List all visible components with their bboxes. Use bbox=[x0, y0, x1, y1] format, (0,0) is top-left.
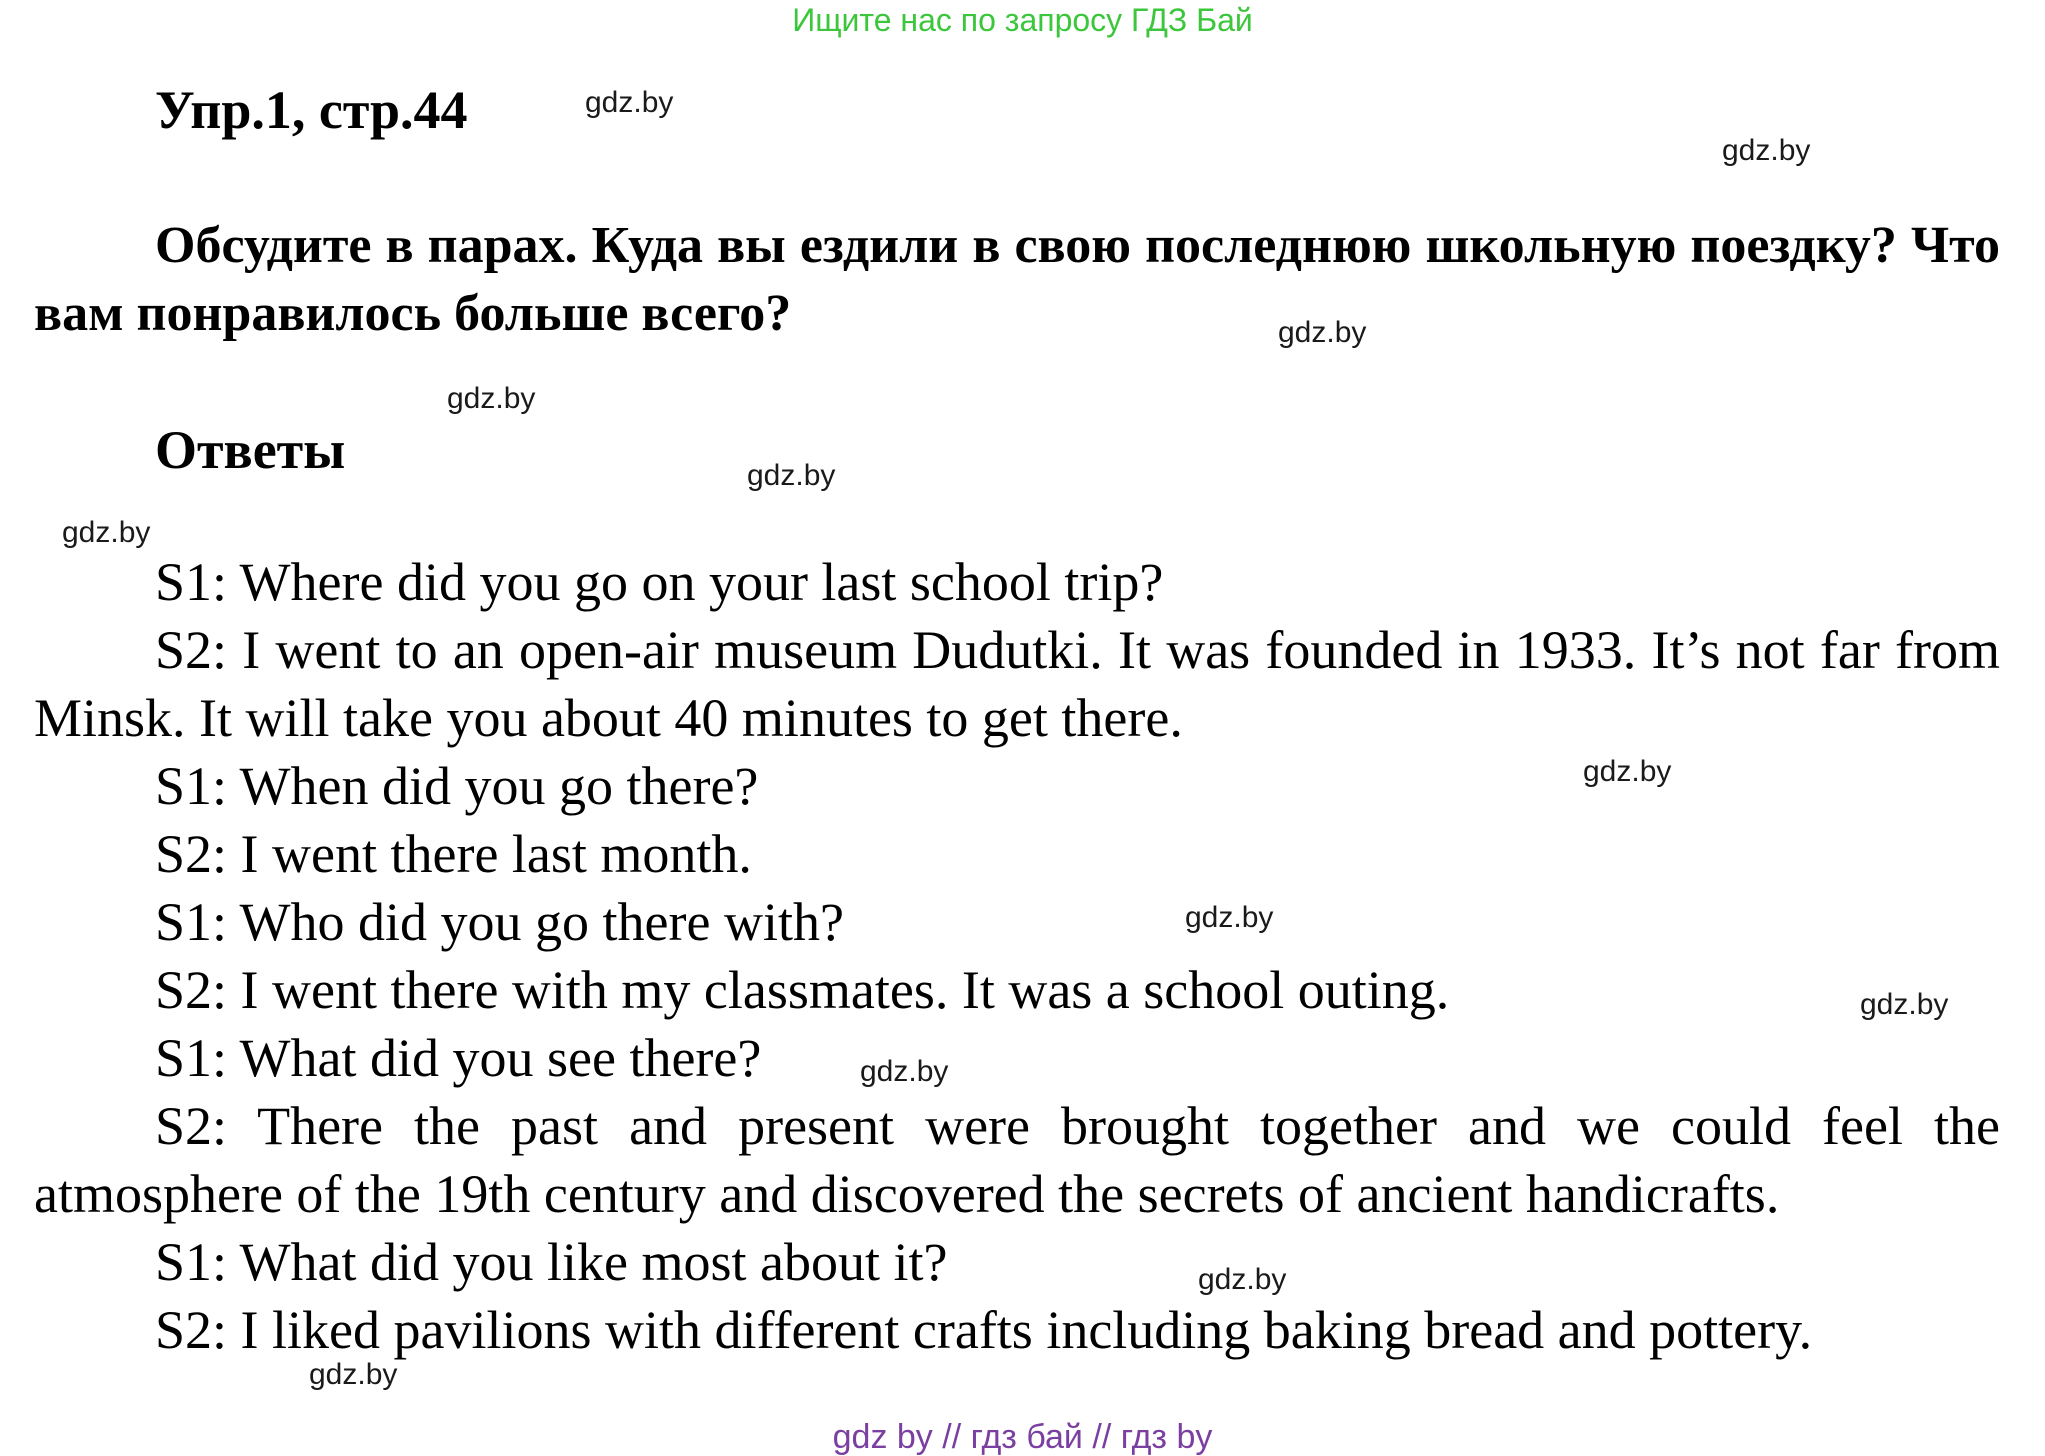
watermark: gdz.by bbox=[62, 516, 151, 549]
watermark: gdz.by bbox=[1185, 901, 1274, 934]
watermark: gdz.by bbox=[585, 86, 674, 119]
dialogue bbox=[34, 548, 2000, 1364]
watermark: gdz.by bbox=[447, 382, 536, 415]
watermark: gdz.by bbox=[1722, 134, 1811, 167]
answers-heading: Ответы bbox=[155, 420, 346, 480]
dialogue-line: S2: I went there last month. bbox=[155, 824, 752, 884]
dialogue-line: S1: When did you go there? bbox=[155, 756, 759, 816]
top-banner: Ищите нас по запросу ГДЗ Бай bbox=[792, 2, 1253, 38]
dialogue-line: S2: There the past and present were brought together and we could feel the atmosphere of the 19th century and discovered the secrets of ancient handicrafts. bbox=[34, 1096, 2000, 1224]
watermark: gdz.by bbox=[1583, 755, 1672, 788]
dialogue-line: S1: Who did you go there with? bbox=[155, 892, 844, 952]
watermark: gdz.by bbox=[860, 1055, 949, 1088]
dialogue-line: S1: What did you like most about it? bbox=[155, 1232, 948, 1292]
watermark: gdz.by bbox=[1860, 988, 1949, 1021]
dialogue-line: S2: I liked pavilions with different crafts including baking bread and pottery. bbox=[155, 1300, 1813, 1360]
footer-watermark: gdz by // гдз бай // гдз by bbox=[832, 1418, 1213, 1456]
dialogue-line: S2: I went there with my classmates. It was a school outing. bbox=[155, 960, 1450, 1020]
watermark: gdz.by bbox=[1198, 1263, 1287, 1296]
dialogue-line: S1: Where did you go on your last school trip? bbox=[155, 552, 1164, 612]
dialogue-line: S2: I went to an open-air museum Dudutki. It was founded in 1933. It’s not far from Minsk. It will take you about 40 minutes to get there. bbox=[34, 620, 2000, 748]
task-text: Обсудите в парах. Куда вы ездили в свою последнюю школьную поездку? Что вам понравилось больше всего? bbox=[34, 217, 2000, 342]
dialogue-line: S1: What did you see there? bbox=[155, 1028, 762, 1088]
watermark: gdz.by bbox=[747, 459, 836, 492]
watermark: gdz.by bbox=[309, 1358, 398, 1391]
exercise-title: Упр.1, стр.44 bbox=[155, 80, 468, 140]
watermark: gdz.by bbox=[1278, 316, 1367, 349]
